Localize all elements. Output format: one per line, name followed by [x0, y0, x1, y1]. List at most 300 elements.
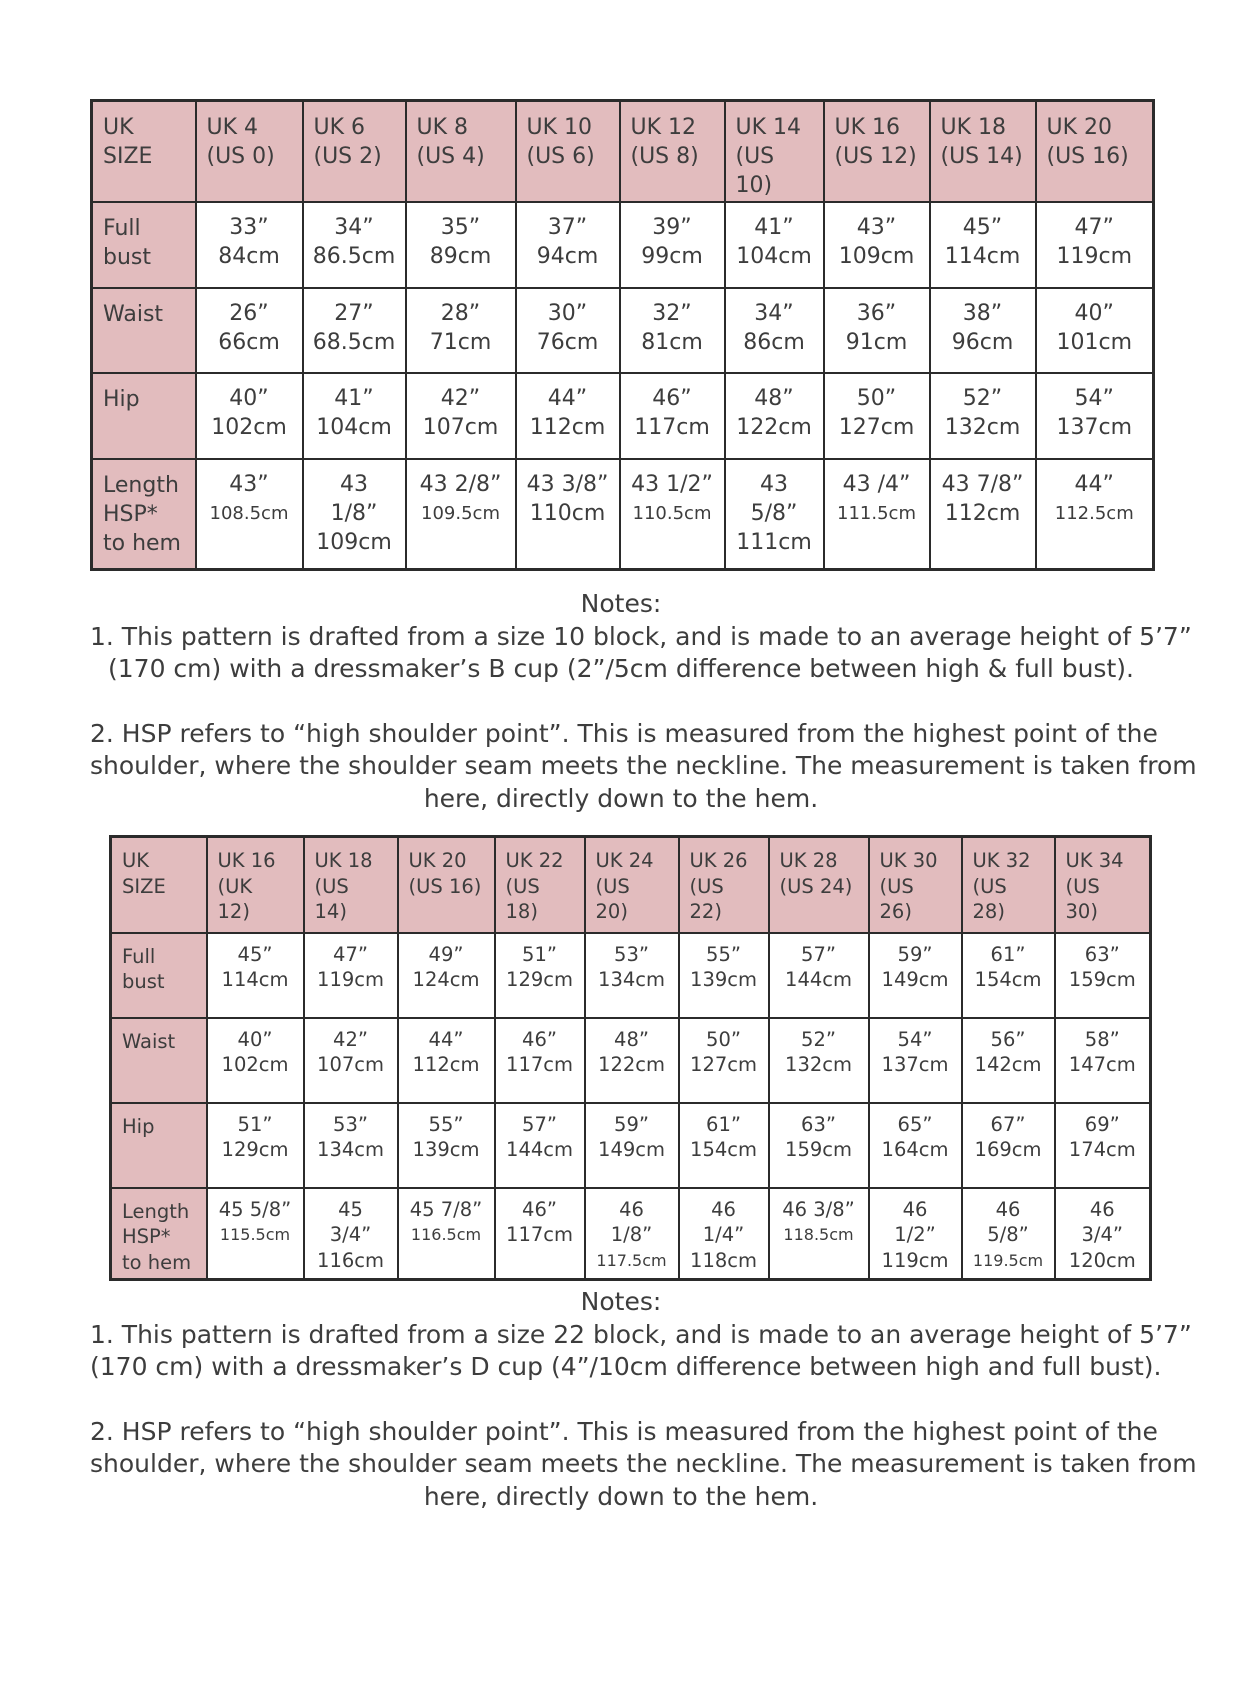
- measurement-value: 46: [902, 1197, 928, 1221]
- measurement-cell: [620, 202, 725, 288]
- measurement-value: 139cm: [412, 1138, 480, 1161]
- measurement-cell: [398, 933, 495, 1018]
- header-text: (US: [735, 144, 775, 169]
- measurement-value: 122cm: [736, 414, 812, 440]
- measurement-value: 142cm: [974, 1053, 1042, 1076]
- header-text: (US: [314, 874, 349, 898]
- measurement-value: 3/4”: [329, 1223, 372, 1246]
- measurement-cell: [962, 933, 1055, 1018]
- measurement-value: 117cm: [506, 1053, 573, 1076]
- measurement-value: 35”: [440, 214, 481, 240]
- notes-line: 1. This pattern is drafted from a size 22 block, and is made to an average height of 5’7”: [90, 1319, 1192, 1349]
- measurement-value: 45”: [237, 942, 273, 966]
- measurement-value: 109cm: [316, 529, 392, 555]
- notes-line: (170 cm) with a dressmaker’s B cup (2”/5cm difference between high & full bust).: [108, 654, 1134, 683]
- measurement-cell: [495, 933, 585, 1018]
- measurement-value: 84cm: [218, 243, 280, 269]
- header-text: UK: [103, 115, 134, 140]
- measurement-value: 43 2/8”: [419, 471, 502, 497]
- header-text: (US: [595, 874, 630, 898]
- measurement-value: 43: [760, 471, 788, 497]
- measurement-value: 57”: [522, 1112, 557, 1136]
- header-text: (UK: [217, 874, 253, 898]
- measurement-value: 51”: [237, 1112, 273, 1136]
- measurement-value: 65”: [897, 1112, 933, 1136]
- measurement-value: 104cm: [736, 243, 812, 269]
- measurement-value: 132cm: [785, 1053, 852, 1076]
- measurement-cell: [869, 1188, 962, 1280]
- measurement-value: 43”: [229, 471, 269, 497]
- measurement-cell: [196, 373, 303, 459]
- measurement-value: 69”: [1084, 1112, 1120, 1136]
- measurement-cell: [869, 1018, 962, 1103]
- measurement-value: 159cm: [1068, 968, 1136, 991]
- measurement-value: 5/8”: [987, 1223, 1029, 1246]
- measurement-value: 96cm: [951, 329, 1014, 355]
- header-text: SIZE: [103, 144, 153, 169]
- measurement-value: 28”: [440, 300, 481, 326]
- measurement-value: 110.5cm: [632, 502, 712, 524]
- measurement-value: 63”: [1084, 942, 1120, 966]
- measurement-value: 55”: [706, 942, 741, 966]
- header-text: UK 26: [689, 849, 748, 872]
- row-label-text: Full: [103, 215, 141, 241]
- measurement-value: 43 7/8”: [941, 471, 1024, 497]
- measurement-value: 104cm: [316, 414, 392, 440]
- measurement-value: 116.5cm: [410, 1225, 482, 1244]
- measurement-row: [92, 373, 1154, 459]
- measurement-value: 102cm: [221, 1053, 289, 1076]
- measurement-value: 46”: [522, 1197, 557, 1221]
- measurement-value: 43: [340, 471, 368, 497]
- measurement-value: 119cm: [317, 968, 384, 991]
- measurement-value: 164cm: [881, 1138, 949, 1161]
- measurement-value: 5/8”: [750, 500, 798, 526]
- header-text: (US 0): [206, 144, 275, 169]
- measurement-value: 53”: [614, 942, 649, 966]
- measurement-value: 119cm: [1056, 243, 1133, 269]
- measurement-value: 91cm: [845, 329, 908, 355]
- measurement-value: 53”: [333, 1112, 368, 1136]
- measurement-cell: [1036, 288, 1154, 373]
- header-text: (US 12): [834, 144, 917, 169]
- size-header-cell: [725, 101, 824, 202]
- measurement-cell: [962, 1188, 1055, 1280]
- measurement-row: [92, 459, 1154, 570]
- notes-line: shoulder, where the shoulder seam meets the neckline. The measurement is taken from: [90, 1449, 1197, 1478]
- header-text: 30): [1065, 900, 1098, 923]
- measurement-value: 46”: [522, 1027, 557, 1051]
- measurement-value: 107cm: [317, 1053, 384, 1076]
- measurement-cell: [1036, 459, 1154, 570]
- measurement-value: 47”: [1074, 214, 1114, 240]
- measurement-cell: [769, 933, 869, 1018]
- measurement-value: 67”: [990, 1112, 1026, 1136]
- header-text: UK 32: [972, 849, 1031, 872]
- notes-line: here, directly down to the hem.: [423, 1481, 819, 1511]
- measurement-value: 118.5cm: [783, 1225, 854, 1244]
- row-label-cell: [92, 459, 196, 570]
- measurement-value: 32”: [652, 300, 692, 326]
- measurement-cell: [679, 1188, 769, 1280]
- measurement-cell: [930, 459, 1036, 570]
- measurement-value: 117.5cm: [596, 1250, 667, 1270]
- row-label-text: bust: [103, 244, 151, 270]
- measurement-value: 39”: [652, 214, 692, 240]
- size-label-cell: [92, 101, 196, 202]
- measurement-value: 56”: [990, 1027, 1026, 1051]
- measurement-cell: [207, 1188, 304, 1280]
- measurement-cell: [495, 1188, 585, 1280]
- measurement-value: 71cm: [429, 329, 492, 355]
- header-text: (US 16): [1046, 144, 1129, 169]
- header-text: UK 16: [217, 849, 276, 872]
- measurement-value: 46: [995, 1197, 1021, 1221]
- measurement-value: 144cm: [506, 1138, 573, 1161]
- measurement-cell: [303, 288, 406, 373]
- measurement-cell: [196, 288, 303, 373]
- notes-gap: [90, 1384, 1152, 1416]
- row-label-cell: [111, 1018, 207, 1103]
- measurement-value: 118cm: [690, 1248, 757, 1272]
- row-label-cell: [92, 202, 196, 288]
- measurement-cell: [824, 459, 930, 570]
- measurement-row: [92, 288, 1154, 373]
- measurement-value: 119cm: [881, 1248, 949, 1272]
- measurement-value: 46”: [652, 385, 692, 411]
- size-header-cell: [962, 837, 1055, 933]
- measurement-value: 33”: [229, 214, 269, 240]
- header-text: UK 22: [505, 849, 564, 872]
- measurement-value: 114cm: [944, 243, 1021, 269]
- measurement-value: 154cm: [690, 1138, 757, 1161]
- measurement-value: 26”: [229, 300, 269, 326]
- measurement-value: 149cm: [598, 1138, 665, 1161]
- measurement-value: 109.5cm: [421, 502, 500, 524]
- measurement-value: 122cm: [598, 1053, 665, 1076]
- header-row: [92, 101, 1154, 202]
- header-text: UK 8: [416, 115, 469, 140]
- measurement-value: 110cm: [529, 500, 606, 526]
- notes-line: (170 cm) with a dressmaker’s D cup (4”/10cm difference between high and full bust).: [90, 1352, 1162, 1381]
- measurement-cell: [516, 202, 620, 288]
- measurement-value: 112.5cm: [1054, 502, 1134, 524]
- row-label-text: to hem: [103, 530, 181, 556]
- notes-gap: [90, 686, 1152, 718]
- row-label-text: Hip: [103, 386, 140, 412]
- row-label-text: Full: [122, 944, 156, 968]
- measurement-value: 50”: [856, 385, 897, 411]
- measurement-value: 129cm: [221, 1138, 289, 1161]
- measurement-value: 45”: [962, 214, 1003, 240]
- measurement-value: 27”: [334, 300, 374, 326]
- header-text: UK 10: [526, 115, 593, 140]
- measurement-value: 43 3/8”: [526, 471, 609, 497]
- notes-line: shoulder, where the shoulder seam meets the neckline. The measurement is taken from: [90, 751, 1197, 780]
- header-text: UK 34: [1065, 849, 1124, 872]
- measurement-cell: [620, 459, 725, 570]
- header-text: UK 6: [313, 115, 366, 140]
- measurement-cell: [398, 1188, 495, 1280]
- row-label-cell: [111, 1103, 207, 1188]
- measurement-cell: [303, 373, 406, 459]
- measurement-cell: [516, 373, 620, 459]
- measurement-cell: [207, 1018, 304, 1103]
- header-text: (US: [689, 874, 724, 898]
- measurement-cell: [930, 288, 1036, 373]
- measurement-cell: [725, 202, 824, 288]
- measurement-value: 86cm: [743, 329, 805, 355]
- measurement-value: 45 5/8”: [218, 1197, 292, 1221]
- header-text: (US 4): [416, 144, 485, 169]
- measurement-cell: [398, 1018, 495, 1103]
- measurement-value: 45 7/8”: [409, 1197, 483, 1221]
- measurement-value: 114cm: [221, 968, 289, 991]
- size-header-cell: [679, 837, 769, 933]
- measurement-cell: [406, 373, 516, 459]
- measurement-cell: [406, 459, 516, 570]
- measurement-value: 120cm: [1068, 1248, 1136, 1272]
- size-header-cell: [406, 101, 516, 202]
- size-header-cell: [207, 837, 304, 933]
- measurement-cell: [585, 1103, 679, 1188]
- measurement-value: 3/4”: [1081, 1223, 1123, 1246]
- measurement-row: [111, 1188, 1151, 1280]
- measurement-cell: [769, 1188, 869, 1280]
- size-header-cell: [495, 837, 585, 933]
- measurement-cell: [725, 288, 824, 373]
- measurement-value: 36”: [856, 300, 897, 326]
- measurement-value: 34”: [334, 214, 374, 240]
- measurement-cell: [303, 202, 406, 288]
- measurement-cell: [495, 1018, 585, 1103]
- header-text: 14): [314, 900, 347, 923]
- row-label-cell: [111, 933, 207, 1018]
- measurement-cell: [516, 459, 620, 570]
- measurement-value: 1/2”: [894, 1223, 936, 1246]
- measurement-cell: [585, 933, 679, 1018]
- measurement-value: 46 3/8”: [782, 1197, 855, 1221]
- measurement-value: 137cm: [1056, 414, 1133, 440]
- measurement-cell: [1036, 202, 1154, 288]
- measurement-value: 144cm: [785, 968, 852, 991]
- size-header-cell: [769, 837, 869, 933]
- header-text: UK 18: [940, 115, 1007, 140]
- measurement-value: 134cm: [317, 1138, 384, 1161]
- measurement-cell: [406, 202, 516, 288]
- size-chart-notes-standard: [90, 588, 1197, 815]
- measurement-value: 1/4”: [702, 1223, 745, 1246]
- notes-heading: Notes:: [580, 1287, 662, 1316]
- header-text: UK 24: [595, 849, 654, 872]
- measurement-cell: [303, 459, 406, 570]
- measurement-row: [92, 202, 1154, 288]
- size-header-cell: [824, 101, 930, 202]
- measurement-value: 169cm: [974, 1138, 1042, 1161]
- measurement-cell: [869, 933, 962, 1018]
- measurement-cell: [824, 202, 930, 288]
- measurement-value: 68.5cm: [312, 329, 396, 355]
- measurement-value: 112cm: [529, 414, 606, 440]
- measurement-cell: [398, 1103, 495, 1188]
- measurement-cell: [930, 373, 1036, 459]
- measurement-value: 30”: [547, 300, 588, 326]
- measurement-value: 44”: [1074, 471, 1114, 497]
- row-label-cell: [92, 373, 196, 459]
- row-label-text: to hem: [122, 1250, 192, 1274]
- size-header-cell: [585, 837, 679, 933]
- measurement-value: 43”: [856, 214, 897, 240]
- header-text: 20): [595, 900, 628, 923]
- size-chart-notes-plus: [90, 1286, 1197, 1513]
- measurement-value: 94cm: [536, 243, 599, 269]
- measurement-value: 147cm: [1068, 1053, 1136, 1076]
- measurement-cell: [516, 288, 620, 373]
- measurement-value: 40”: [1074, 300, 1114, 326]
- measurement-value: 46: [619, 1197, 644, 1221]
- measurement-value: 63”: [801, 1112, 836, 1136]
- measurement-value: 116cm: [317, 1248, 384, 1272]
- measurement-value: 45: [338, 1197, 363, 1221]
- measurement-value: 81cm: [641, 329, 703, 355]
- measurement-value: 37”: [547, 214, 588, 240]
- measurement-value: 43 1/2”: [631, 471, 713, 497]
- header-text: (US: [1065, 874, 1100, 898]
- header-text: UK 20: [408, 849, 467, 872]
- measurement-value: 154cm: [974, 968, 1042, 991]
- measurement-value: 59”: [897, 942, 933, 966]
- measurement-cell: [824, 288, 930, 373]
- size-header-cell: [869, 837, 962, 933]
- measurement-value: 46: [1089, 1197, 1115, 1221]
- header-text: UK 28: [779, 849, 838, 872]
- measurement-cell: [620, 288, 725, 373]
- measurement-cell: [679, 1018, 769, 1103]
- measurement-value: 48”: [614, 1027, 649, 1051]
- measurement-cell: [1055, 933, 1151, 1018]
- measurement-value: 86.5cm: [312, 243, 396, 269]
- measurement-cell: [869, 1103, 962, 1188]
- header-text: (US 6): [526, 144, 595, 169]
- measurement-value: 134cm: [598, 968, 665, 991]
- measurement-value: 1/8”: [610, 1223, 653, 1246]
- measurement-value: 61”: [990, 942, 1026, 966]
- row-label-text: Waist: [103, 301, 164, 327]
- measurement-row: [111, 1103, 1151, 1188]
- row-label-text: Length: [103, 472, 179, 498]
- row-label-text: Waist: [122, 1029, 176, 1053]
- measurement-cell: [769, 1018, 869, 1103]
- measurement-cell: [725, 373, 824, 459]
- measurement-value: 42”: [333, 1027, 368, 1051]
- notes-line: here, directly down to the hem.: [423, 783, 819, 813]
- measurement-value: 101cm: [1056, 329, 1133, 355]
- measurement-value: 115.5cm: [219, 1225, 291, 1244]
- measurement-value: 137cm: [881, 1053, 949, 1076]
- measurement-cell: [196, 459, 303, 570]
- measurement-value: 119.5cm: [972, 1250, 1044, 1270]
- header-text: (US 2): [313, 144, 382, 169]
- header-row: [111, 837, 1151, 933]
- measurement-value: 41”: [334, 385, 374, 411]
- measurement-row: [111, 1018, 1151, 1103]
- measurement-value: 49”: [428, 942, 464, 966]
- size-header-cell: [304, 837, 398, 933]
- measurement-cell: [406, 288, 516, 373]
- measurement-value: 42”: [440, 385, 481, 411]
- row-label-text: Hip: [122, 1114, 155, 1138]
- measurement-value: 50”: [706, 1027, 741, 1051]
- header-text: 12): [217, 900, 250, 923]
- row-label-text: HSP*: [103, 501, 158, 527]
- header-text: (US 24): [779, 874, 853, 898]
- measurement-value: 124cm: [412, 968, 480, 991]
- header-text: UK 18: [314, 849, 373, 872]
- measurement-value: 38”: [962, 300, 1003, 326]
- header-text: 26): [879, 900, 912, 923]
- measurement-value: 127cm: [838, 414, 915, 440]
- header-text: UK 20: [1046, 115, 1113, 140]
- measurement-value: 34”: [754, 300, 794, 326]
- measurement-row: [111, 933, 1151, 1018]
- measurement-cell: [769, 1103, 869, 1188]
- header-text: UK 4: [206, 115, 259, 140]
- measurement-cell: [196, 202, 303, 288]
- header-text: UK: [122, 849, 150, 872]
- measurement-value: 44”: [428, 1027, 464, 1051]
- measurement-cell: [679, 1103, 769, 1188]
- size-header-cell: [930, 101, 1036, 202]
- size-header-cell: [1036, 101, 1154, 202]
- measurement-cell: [304, 1018, 398, 1103]
- measurement-cell: [585, 1018, 679, 1103]
- measurement-cell: [207, 933, 304, 1018]
- measurement-value: 48”: [754, 385, 794, 411]
- header-text: UK 16: [834, 115, 901, 140]
- measurement-value: 111cm: [736, 529, 812, 555]
- measurement-value: 117cm: [506, 1223, 573, 1246]
- measurement-cell: [207, 1103, 304, 1188]
- notes-line: 2. HSP refers to “high shoulder point”. This is measured from the highest point of the: [90, 718, 1158, 748]
- measurement-cell: [1055, 1103, 1151, 1188]
- measurement-value: 174cm: [1068, 1138, 1136, 1161]
- measurement-cell: [962, 1018, 1055, 1103]
- measurement-cell: [304, 933, 398, 1018]
- header-text: (US 14): [940, 144, 1023, 169]
- measurement-value: 46: [711, 1197, 736, 1221]
- measurement-value: 139cm: [690, 968, 757, 991]
- header-text: (US: [972, 874, 1007, 898]
- header-text: (US 8): [630, 144, 699, 169]
- size-chart-table-plus: [109, 835, 1152, 1281]
- measurement-value: 47”: [333, 942, 368, 966]
- measurement-value: 112cm: [412, 1053, 480, 1076]
- size-chart-table-standard: [90, 99, 1155, 571]
- row-label-text: Length: [122, 1199, 190, 1223]
- header-text: UK 30: [879, 849, 938, 872]
- measurement-value: 108.5cm: [209, 502, 289, 524]
- measurement-cell: [962, 1103, 1055, 1188]
- measurement-cell: [585, 1188, 679, 1280]
- measurement-cell: [1055, 1188, 1151, 1280]
- notes-line: 2. HSP refers to “high shoulder point”. This is measured from the highest point of the: [90, 1416, 1158, 1446]
- measurement-value: 57”: [801, 942, 836, 966]
- measurement-value: 61”: [706, 1112, 741, 1136]
- measurement-value: 76cm: [536, 329, 599, 355]
- measurement-value: 129cm: [506, 968, 573, 991]
- measurement-value: 159cm: [785, 1138, 852, 1161]
- size-header-cell: [398, 837, 495, 933]
